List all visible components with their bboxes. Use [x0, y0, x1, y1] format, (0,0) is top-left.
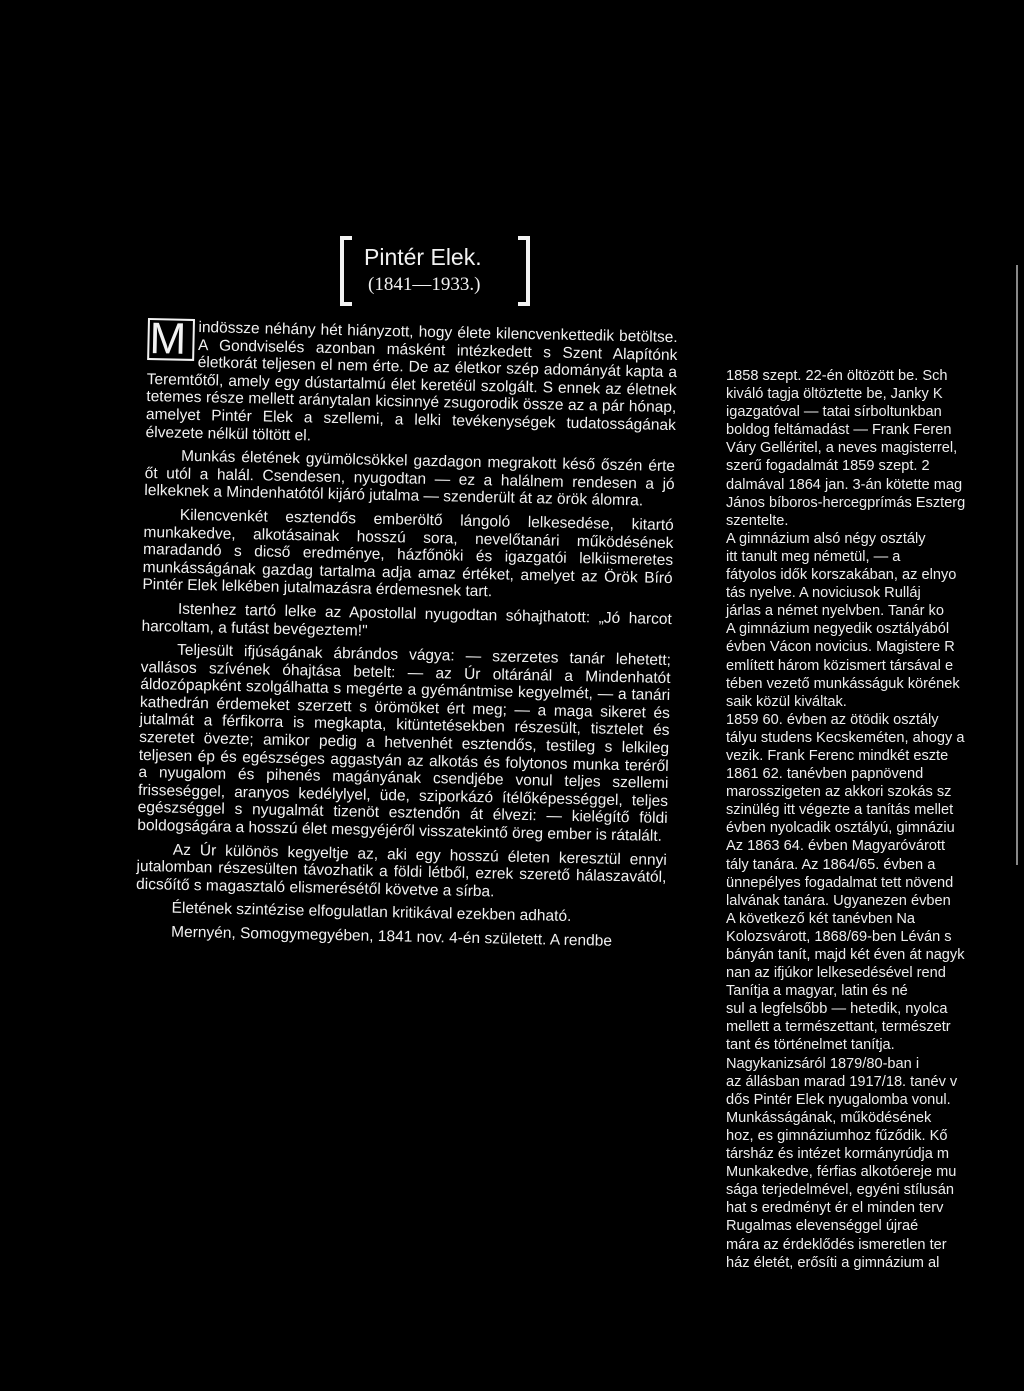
paragraph-3: Kilencvenkét esztendős emberöltő lángoló lelkesedése, kitartó munkakedve, alkotásainak hosszú sora, nevelőtanári működésének maradandó s dicső eredménye, házfőnöki és igazgatói lelkiismeretes munkásságának gazdag tartalma adja amaz értéket, amelyet az Örök Bíró Pintér Elek lelkében jutalmazásra érdemesnek tart. [142, 506, 674, 601]
right-column-line: boldog feltámadást — Frank Feren [726, 422, 952, 439]
right-column-line: Váry Gelléritel, a neves magisterrel, [726, 440, 958, 457]
right-column-line: Nagykanizsáról 1879/80-ban i [726, 1055, 920, 1072]
paragraph-2: Munkás életének gyümölcsökkel gazdagon megrakott késő őszén érte őt utól a halál. Csendesen, nyugodtan — ez a halálnem rendesen a jó lelkeknek a Mindenhatótól kijáró jutalma — szenderült át az örök álomra. [144, 447, 676, 510]
right-column-line: 1861 62. tanévben papnövend [726, 766, 924, 783]
paragraph-4: Istenhez tartó lelke az Apostollal nyugodtan sóhajthatott: „Jó harcot harcoltam, a futást bevégeztem!" [141, 600, 672, 640]
right-column-line: A gimnázium negyedik osztályából [726, 621, 950, 638]
right-column-line: igazgatóval — tatai sírboltunkban [726, 404, 942, 421]
right-column-line: Tanítja a magyar, latin és né [726, 983, 908, 1000]
right-column-line: 1858 szept. 22-én öltözött be. Sch [726, 368, 948, 384]
right-column-line: dős Pintér Elek nyugalomba vonul. [726, 1091, 951, 1108]
paragraph-8: Mernyén, Somogymegyében, 1841 nov. 4-én született. A rendbe [170, 923, 613, 950]
right-column-line: saik közül kiváltak. [726, 693, 847, 710]
right-column-line: János bíboros-hercegprímás Eszterg [726, 494, 966, 511]
right-column-line: sul a legfelsőbb — hetedik, nyolca [726, 1001, 948, 1018]
right-column-line: A gimnázium alsó négy osztály [726, 530, 926, 547]
right-column-line: tében vezető munkásságuk körének [726, 675, 960, 692]
dropcap: M [147, 318, 195, 361]
right-column-line: Munkásságának, működésének [726, 1109, 932, 1126]
right-column-line: társház és intézet kormányrúdja m [726, 1146, 950, 1163]
right-column-line: bányán tanít, majd két éven át nagyk [726, 947, 965, 963]
right-column-line: említett három közismert társával e [726, 657, 954, 674]
paragraph-7: Életének szintézise elfogulatlan kritikával ezekben adható. [171, 900, 572, 926]
right-column-line: A következő két tanévben Na [726, 910, 916, 927]
article-years: (1841—1933.) [368, 274, 481, 295]
right-column-line: tant és történelmet tanítja. [726, 1037, 895, 1054]
right-column-line: Kolozsvárott, 1868/69-ben Léván s [726, 928, 952, 945]
right-column-line: mellett a természettant, természetr [726, 1019, 951, 1036]
right-column-line: marosszigeten az akkori szokás sz [726, 784, 952, 801]
right-column-line: szerű fogadalmát 1859 szept. 2 [726, 458, 930, 475]
right-column-line: hat s eredményt ér el minden terv [726, 1200, 944, 1217]
right-column-line: fátyolos idők korszakában, az elnyo [726, 567, 957, 584]
title-left-bracket [340, 236, 352, 306]
right-column-line: tály tanára. Az 1864/65. évben a [726, 856, 936, 873]
right-column-line: Az 1863 64. évben Magyaróvárott [726, 838, 946, 855]
right-column [726, 367, 1022, 1271]
title-right-bracket [518, 236, 530, 306]
right-column-line: az állásban marad 1917/18. tanév v [726, 1073, 958, 1090]
paragraph-1 [145, 314, 678, 452]
right-column-line: dalmával 1864 jan. 3-án kötette mag [726, 476, 963, 493]
title-block [340, 236, 530, 306]
right-column-line: ünnepélyes fogadalmat tett növend [726, 874, 954, 891]
right-column-line: Munkakedve, férfias alkotóereje mu [726, 1164, 957, 1181]
right-column-line: sága terjedelmével, egyéni stílusán [726, 1182, 954, 1199]
right-column-line: vezik. Frank Ferenc mindkét eszte [726, 747, 949, 764]
right-column-line: szinülég itt végezte a tanítás mellet [726, 802, 954, 819]
right-column-line: járlas a német nyelvben. Tanár ko [726, 603, 944, 620]
paragraph-5: Teljesült ifjúságának ábrándos vágya: — szerzetes tanár lehetett; vallásos szívének óhajtása betelt: — az Úr oltáránál a Mindenhatót áldozópapként szolgálhatta s megérte a gyémántmise kegyelmét, — a tanári kathedrán érdemeket szerzett s örömöket ért meg; — a maga sikeret és jutalmát a férfikorra is megkapta, kitüntetésekben részesült, tisztelet és szeretet övezte; amikor pedig a hetvenhét esztendős, testileg s lelkileg teljesen ép és egészséges aggastyán az alkotás és folytonos munka teréről a nyugalom és pihenés magányának csendjébe vonul teljes szellemi frisseséggel, aranyos kedélylyel, üde, sziporkázó ítélőképességgel, teljes egészséggel s nyugalmát tizenöt esztendőn át élvezi: — kielégítő földi boldogságára a hosszú élet mesgyéjéről visszatekintő öreg ember is rátalált. [137, 641, 672, 845]
paragraph-6: Az Úr különös kegyeltje az, aki egy hosszú életen keresztül ennyi jutalomban részesülten távozhatik a földi létből, ezrek szerető hálaszavától, dicsőítő s magasztaló elismerésétől követve a sírba. [135, 841, 667, 901]
right-column-line: nan az ifjúkor lelkesedésével rend [726, 965, 946, 982]
left-column [135, 314, 678, 952]
right-column-line: 1859 60. évben az ötödik osztály [726, 711, 939, 728]
right-column-line: tás nyelve. A noviciusok Rulláj [726, 585, 921, 602]
right-column-line: évben Vácon novicius. Magistere R [726, 639, 955, 656]
right-column-line: itt tanult meg németül, — a [726, 548, 901, 565]
paragraph-1-text: indössze néhány hét hiányzott, hogy élete kilencvenkettedik betöltse. A Gondviselés azonban másként intézkedett s Szent Alapítónk életkorát teljesen el nem érte. De az életkor szép adományát kapta a Teremtőtől, amely egy dústartalmú élet keretéül szolgált. S ennek az életnek tetemes része mellett aránytalan kicsinnyé zsugorodik össze az a pár hónap, amelyet Pintér Elek a szellemi, a lelki tevékenységek tudatosságának élvezete nélkül töltött el. [145, 319, 678, 445]
right-column-line: lalvának tanára. Ugyanezen évben [726, 892, 951, 909]
right-column-line: tályu studens Kecskeméten, ahogy a [726, 729, 965, 746]
article-title: Pintér Elek. [364, 244, 482, 270]
right-column-line: szentelte. [726, 512, 789, 529]
right-column-line: kiváló tagja öltöztette be, Janky K [726, 386, 943, 403]
right-column-line: hoz, es gimnáziumhoz fűződik. Kő [726, 1127, 948, 1144]
right-column-line: évben nyolcadik osztályú, gimnáziu [726, 820, 955, 837]
right-column-line: mára az érdeklődés ismeretlen ter [726, 1236, 947, 1253]
right-column-line: Rugalmas elevenséggel újraé [726, 1218, 919, 1235]
right-column-line: ház életét, erősíti a gimnázium al [726, 1254, 940, 1271]
